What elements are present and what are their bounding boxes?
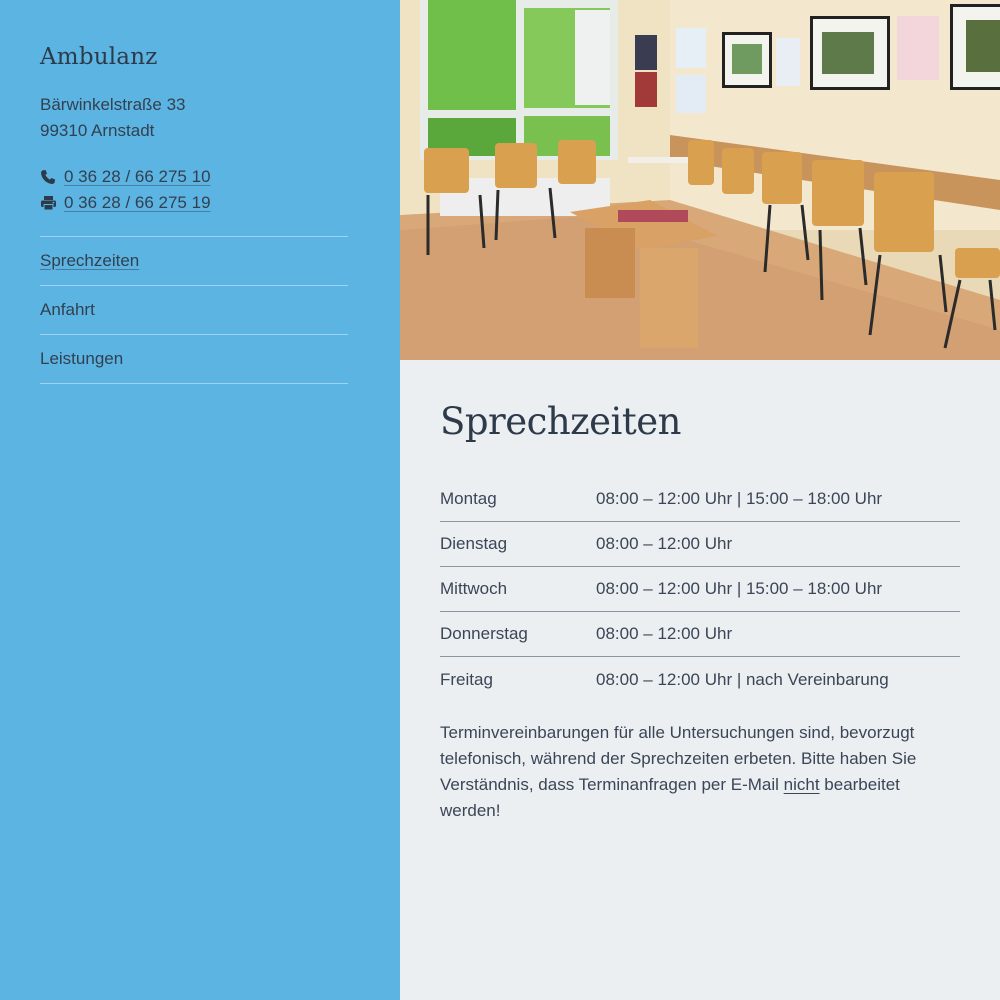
table-row [440, 612, 960, 657]
opening-hours-table [440, 477, 960, 702]
fax-link[interactable]: 0 36 28 / 66 275 19 [64, 193, 211, 212]
day-label: Dienstag [440, 534, 508, 553]
time-value: 08:00 – 12:00 Uhr [596, 534, 733, 553]
nav-item-leistungen[interactable] [40, 335, 348, 384]
sidebar [0, 0, 400, 1000]
table-row [440, 657, 960, 702]
appointment-note [440, 720, 960, 824]
contact-info [40, 164, 348, 216]
time-value: 08:00 – 12:00 Uhr | nach Vereinbarung [596, 669, 889, 689]
fax-row [40, 190, 348, 216]
day-label: Montag [440, 489, 497, 508]
phone-icon [40, 169, 64, 185]
day-label: Freitag [440, 669, 493, 689]
note-text-end: bearbeitet werden! [440, 775, 900, 820]
table-row [440, 522, 960, 567]
site-title: Ambulanz [40, 44, 158, 70]
day-label: Mittwoch [440, 579, 508, 598]
table-row [440, 477, 960, 522]
waiting-room-photo [400, 0, 1000, 360]
phone-row [40, 164, 348, 190]
time-value: 08:00 – 12:00 Uhr [596, 624, 733, 643]
address-city: 99310 Arnstadt [40, 121, 155, 140]
note-text: Terminvereinbarungen für alle Untersuchungen sind, bevorzugt telefonisch, während der Sprechzeiten erbeten. Bitte haben Sie Verständnis, dass Terminanfragen per E-Mail [440, 723, 917, 794]
table-row [440, 567, 960, 612]
nav-item-label: Anfahrt [40, 300, 95, 319]
day-label: Donnerstag [440, 624, 528, 643]
address-street: Bärwinkelstraße 33 [40, 95, 186, 114]
address [40, 92, 348, 144]
nav-item-sprechzeiten[interactable] [40, 237, 348, 286]
time-value: 08:00 – 12:00 Uhr | 15:00 – 18:00 Uhr [596, 489, 883, 508]
nav-item-label: Sprechzeiten [40, 251, 140, 270]
printer-icon [40, 195, 64, 211]
page-title: Sprechzeiten [440, 400, 681, 443]
nav-item-label: Leistungen [40, 349, 124, 368]
nav-item-anfahrt[interactable] [40, 286, 348, 335]
phone-link[interactable]: 0 36 28 / 66 275 10 [64, 167, 211, 186]
main-content [400, 360, 1000, 1000]
note-emphasis: nicht [783, 775, 820, 794]
time-value: 08:00 – 12:00 Uhr | 15:00 – 18:00 Uhr [596, 579, 883, 598]
main-nav [40, 236, 348, 384]
